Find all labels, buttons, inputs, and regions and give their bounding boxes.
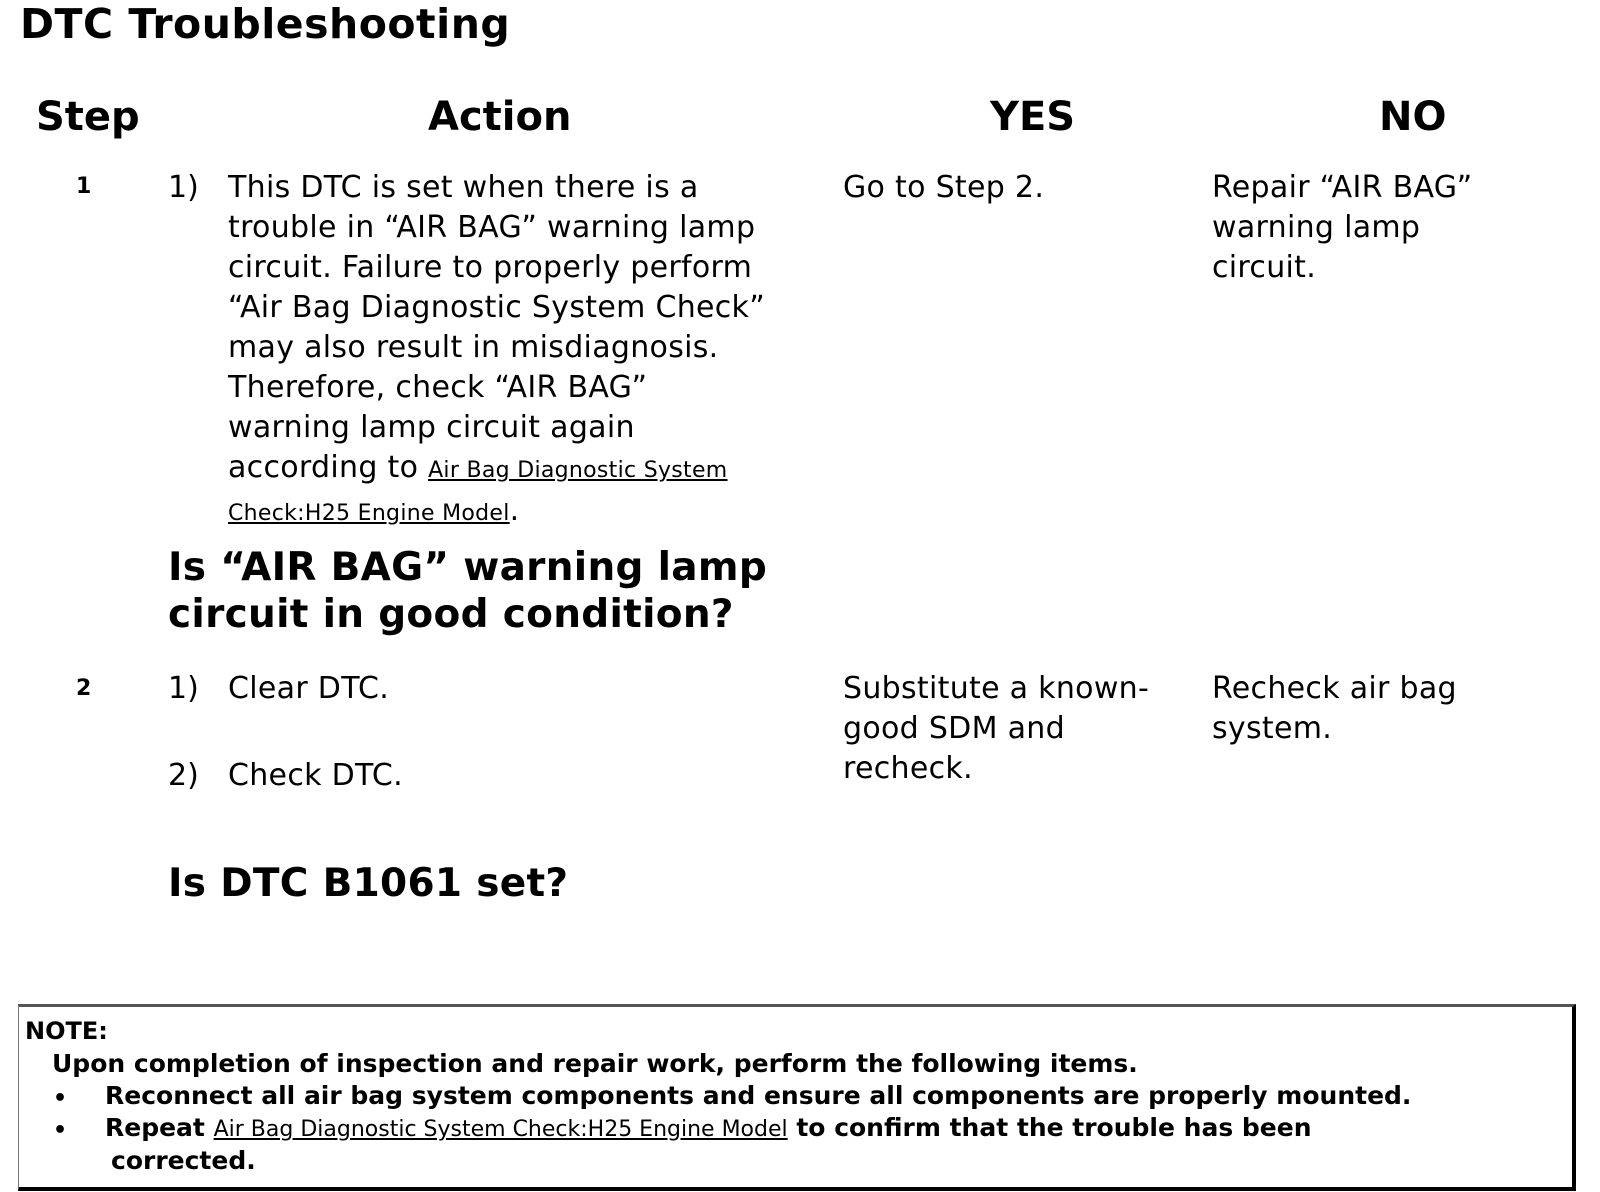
step1-action-text — [228, 168, 828, 534]
note-box — [18, 1004, 1576, 1191]
note-item-prefix: Repeat — [105, 1113, 205, 1142]
note-item-suffix: to confirm that the trouble has been — [796, 1113, 1312, 1142]
step2-no — [1212, 669, 1592, 749]
yes-line: good SDM and — [843, 711, 1065, 746]
note-item-repeat — [105, 1111, 1525, 1146]
note-item-reconnect: Reconnect all air bag system components and ensure all components are properly mounted. — [105, 1081, 1412, 1110]
note-label: NOTE: — [25, 1017, 108, 1045]
step2-action-1: Clear DTC. — [228, 671, 390, 706]
action-line: Therefore, check “AIR BAG” — [228, 370, 648, 405]
action-line: This DTC is set when there is a — [228, 170, 699, 205]
step-number: 1 — [76, 174, 92, 199]
step1-question — [168, 544, 828, 638]
step2-yes — [843, 669, 1203, 789]
action-item-number: 1) — [168, 671, 199, 706]
bullet-icon: • — [53, 1118, 68, 1143]
air-bag-check-link[interactable]: Air Bag Diagnostic System — [428, 458, 728, 483]
column-header-no: NO — [1379, 94, 1447, 140]
action-line: circuit. Failure to properly perform — [228, 250, 753, 285]
yes-line: recheck. — [843, 751, 973, 786]
action-line: trouble in “AIR BAG” warning lamp — [228, 210, 756, 245]
step1-no — [1212, 168, 1592, 288]
note-intro: Upon completion of inspection and repair work, perform the following items. — [52, 1049, 1138, 1078]
link-suffix: . — [509, 493, 520, 528]
action-item-number: 2) — [168, 758, 199, 793]
action-line: warning lamp circuit again — [228, 410, 635, 445]
page-title: DTC Troubleshooting — [20, 0, 511, 48]
step2-question: Is DTC B1061 set? — [168, 861, 569, 906]
step1-yes: Go to Step 2. — [843, 170, 1045, 205]
question-line: Is “AIR BAG” warning lamp — [168, 545, 768, 590]
note-item-continuation: corrected. — [111, 1146, 256, 1175]
action-line: “Air Bag Diagnostic System Check” — [228, 290, 766, 325]
no-line: Repair “AIR BAG” — [1212, 170, 1473, 205]
no-line: warning lamp — [1212, 210, 1421, 245]
no-line: circuit. — [1212, 250, 1317, 285]
action-line — [228, 448, 828, 491]
column-header-step: Step — [36, 94, 140, 140]
step-number: 2 — [76, 676, 92, 701]
action-line — [228, 491, 828, 534]
air-bag-check-link-cont[interactable]: Check:H25 Engine Model — [228, 501, 510, 526]
yes-line: Substitute a known- — [843, 671, 1150, 706]
action-line: may also result in misdiagnosis. — [228, 330, 719, 365]
step2-action-2: Check DTC. — [228, 758, 403, 793]
no-line: system. — [1212, 711, 1333, 746]
column-header-action: Action — [428, 94, 572, 140]
question-line: circuit in good condition? — [168, 592, 734, 637]
air-bag-check-link-note[interactable]: Air Bag Diagnostic System Check:H25 Engine Model — [213, 1117, 788, 1142]
no-line: Recheck air bag — [1212, 671, 1457, 706]
action-item-number: 1) — [168, 170, 199, 205]
column-header-yes: YES — [990, 94, 1076, 140]
bullet-icon: • — [53, 1086, 68, 1111]
action-prefix: according to — [228, 450, 419, 485]
